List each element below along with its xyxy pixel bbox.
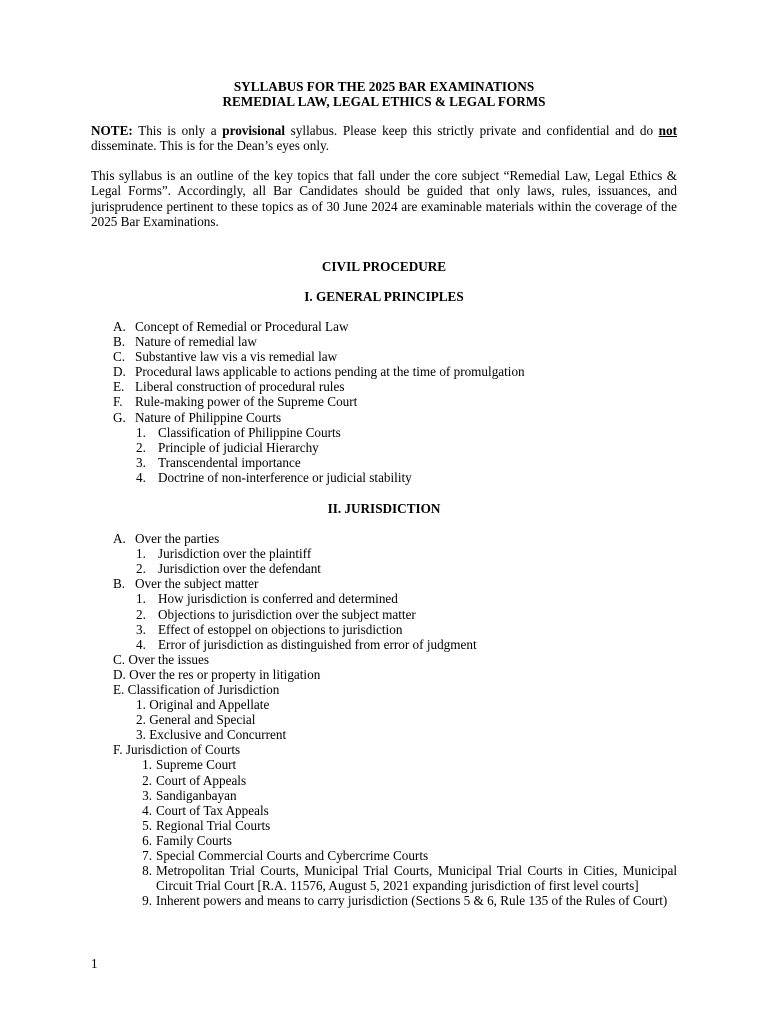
list-item <box>91 334 677 349</box>
item-marker: A. <box>113 531 126 547</box>
sub-list-item <box>91 455 677 470</box>
item-marker: A. <box>113 318 126 334</box>
item-text: Liberal construction of procedural rules <box>135 379 345 395</box>
note-text-3: disseminate. This is for the Dean’s eyes only. <box>91 138 330 154</box>
note-paragraph <box>91 123 677 153</box>
sub-list-item: 2. General and Special <box>136 712 256 728</box>
item-text: Effect of estoppel on objections to jurisdiction <box>158 621 403 637</box>
list-item <box>91 531 677 546</box>
sub-list-item <box>91 546 677 561</box>
list-item <box>91 319 677 334</box>
item-text: Metropolitan Trial Courts, Municipal Trial Courts, Municipal Trial Courts in Cities, Municipal Circuit Trial Court [R.A. 11576, August 5, 2021 expanding jurisdiction of first level courts] <box>156 863 677 894</box>
item-text: Error of jurisdiction as distinguished from error of judgment <box>158 636 477 652</box>
sub-list-item <box>91 425 677 440</box>
sub-list-item: 3. Exclusive and Concurrent <box>136 727 287 743</box>
item-text: Over the parties <box>135 531 220 547</box>
sub-list-item <box>91 833 677 848</box>
item-marker: D. <box>113 364 126 380</box>
sub-list-item <box>91 848 677 863</box>
item-marker: 6. <box>142 832 152 848</box>
title-line-2: REMEDIAL LAW, LEGAL ETHICS & LEGAL FORMS <box>222 94 546 110</box>
sub-list-item <box>91 470 677 485</box>
item-marker: 1. <box>136 424 146 440</box>
item-text: Court of Appeals <box>156 772 247 788</box>
sub-list-item <box>91 863 677 893</box>
item-text: Classification of Philippine Courts <box>158 424 341 440</box>
item-marker: 3. <box>142 787 152 803</box>
item-text: Substantive law vis a vis remedial law <box>135 349 338 365</box>
list-item <box>91 410 677 425</box>
item-marker: 3. <box>136 454 146 470</box>
item-marker: 1. <box>142 757 152 773</box>
item-text: Nature of remedial law <box>135 334 257 350</box>
item-text: Special Commercial Courts and Cybercrime Courts <box>156 848 429 864</box>
item-marker: 4. <box>136 636 146 652</box>
sub-list-item <box>91 440 677 455</box>
section-1-list <box>91 319 677 485</box>
item-marker: 3. <box>136 621 146 637</box>
item-text: Court of Tax Appeals <box>156 802 269 818</box>
item-text: Supreme Court <box>156 757 237 773</box>
item-marker: B. <box>113 334 126 350</box>
item-marker: 5. <box>142 817 152 833</box>
item-text: Jurisdiction over the defendant <box>158 561 321 577</box>
sub-list-item <box>91 773 677 788</box>
item-text: Doctrine of non-interference or judicial stability <box>158 469 412 485</box>
note-label: NOTE: <box>91 123 133 139</box>
item-marker: 9. <box>142 893 152 909</box>
item-marker: 1. <box>136 591 146 607</box>
section-2-list <box>91 531 677 908</box>
intro-paragraph: This syllabus is an outline of the key topics that fall under the core subject “Remedial Law, Legal Ethics & Legal Forms”. Accordingly, all Bar Candidates should be guided that only laws, rules, issuances, and jurisprudence pertinent to these topics as of 30 June 2024 are examinable materials within the coverage of the 2025 Bar Examinations. <box>91 168 677 229</box>
page-number: 1 <box>91 956 98 971</box>
sub-list-item <box>91 818 677 833</box>
sub-list-item <box>91 788 677 803</box>
list-item: D. Over the res or property in litigation <box>113 666 321 682</box>
section-2-heading: II. JURISDICTION <box>327 500 441 516</box>
list-item <box>91 349 677 364</box>
item-text: Principle of judicial Hierarchy <box>158 439 319 455</box>
item-marker: F. <box>113 394 123 410</box>
item-marker: G. <box>113 409 126 425</box>
item-text: Jurisdiction over the plaintiff <box>158 546 312 562</box>
section-1-heading: I. GENERAL PRINCIPLES <box>304 288 464 304</box>
note-emphasis: provisional <box>222 123 286 139</box>
title-line-1: SYLLABUS FOR THE 2025 BAR EXAMINATIONS <box>233 79 535 94</box>
list-item: F. Jurisdiction of Courts <box>113 742 241 758</box>
item-marker: 7. <box>142 848 152 864</box>
item-marker: C. <box>113 349 126 365</box>
item-text: Rule-making power of the Supreme Court <box>135 394 358 410</box>
list-item <box>91 394 677 409</box>
sub-list-item <box>91 757 677 772</box>
item-marker: E. <box>113 379 125 395</box>
note-not: not <box>658 123 677 139</box>
document-title <box>91 79 677 109</box>
sub-list-item <box>91 607 677 622</box>
item-text: Family Courts <box>156 832 232 848</box>
item-marker: 2. <box>136 561 146 577</box>
sub-list-item <box>91 591 677 606</box>
item-text: Over the subject matter <box>135 576 259 592</box>
item-text: How jurisdiction is conferred and determined <box>158 591 398 607</box>
sub-list-item <box>91 893 677 908</box>
document-page <box>91 79 677 908</box>
list-item: E. Classification of Jurisdiction <box>113 682 280 697</box>
item-text: Inherent powers and means to carry jurisdiction (Sections 5 & 6, Rule 135 of the Rules of Court) <box>156 893 668 909</box>
list-item: C. Over the issues <box>113 651 209 667</box>
list-item <box>91 379 677 394</box>
item-text: Sandiganbayan <box>156 787 237 803</box>
item-marker: 2. <box>136 606 146 622</box>
sub-list-item <box>91 803 677 818</box>
sub-list-item <box>91 561 677 576</box>
item-marker: 2. <box>136 439 146 455</box>
note-text-1: This is only a <box>132 123 223 139</box>
item-marker: 2. <box>142 772 152 788</box>
civil-procedure-heading: CIVIL PROCEDURE <box>321 258 447 274</box>
sub-list-item: 1. Original and Appellate <box>136 697 270 713</box>
item-text: Objections to jurisdiction over the subject matter <box>158 606 416 622</box>
item-marker: 4. <box>142 802 152 818</box>
note-text-2: syllabus. Please keep this strictly private and confidential and do <box>285 123 659 139</box>
item-marker: 8. <box>142 863 152 879</box>
item-text: Procedural laws applicable to actions pending at the time of promulgation <box>135 364 525 380</box>
list-item <box>91 364 677 379</box>
item-marker: B. <box>113 576 126 592</box>
item-text: Transcendental importance <box>158 454 301 470</box>
item-marker: 1. <box>136 546 146 562</box>
item-text: Concept of Remedial or Procedural Law <box>135 318 349 334</box>
item-marker: 4. <box>136 469 146 485</box>
sub-list-item <box>91 622 677 637</box>
item-text: Nature of Philippine Courts <box>135 409 282 425</box>
sub-list-item <box>91 637 677 652</box>
item-text: Regional Trial Courts <box>156 817 271 833</box>
list-item <box>91 576 677 591</box>
